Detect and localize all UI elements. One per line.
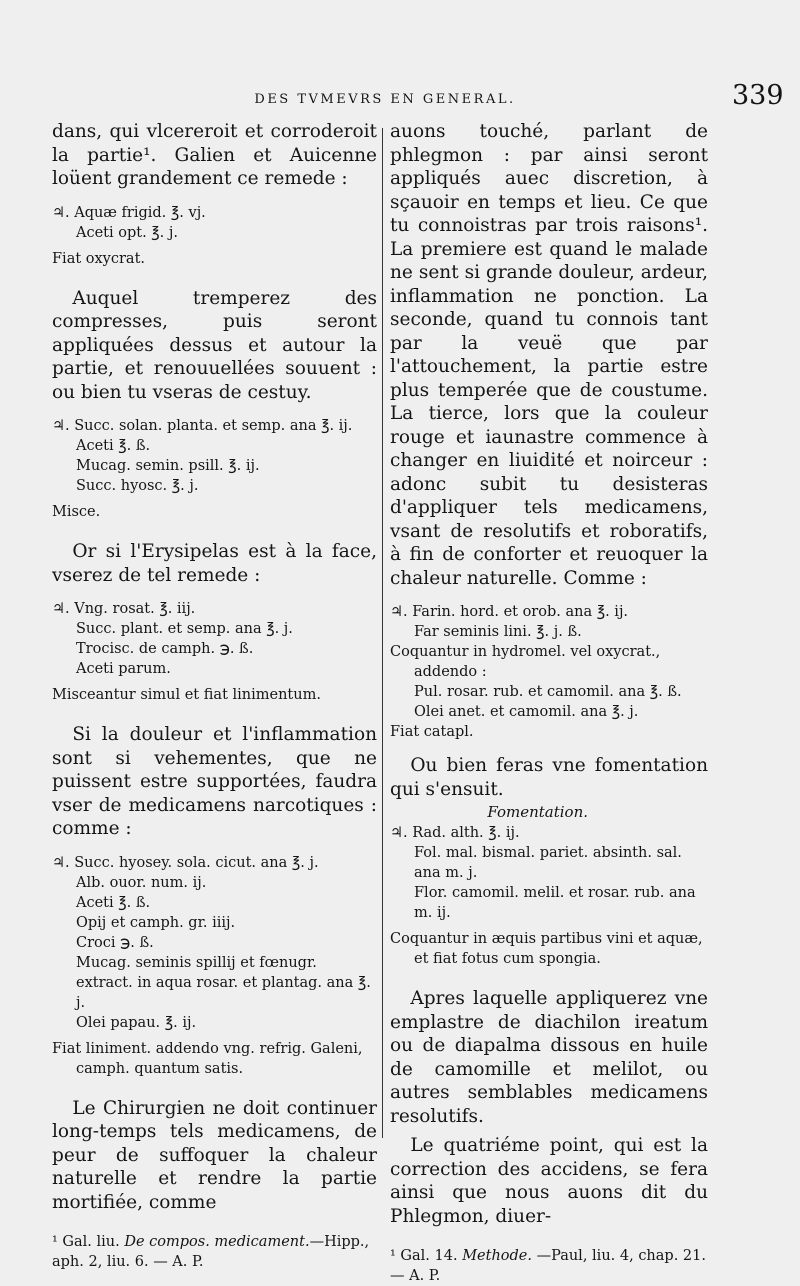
running-title: DES TVMEVRS EN GENERAL. [254, 92, 516, 107]
recipe-end: Misce. [52, 504, 101, 520]
paragraph: dans, qui vlcereroit et corroderoit la partie¹. Galien et Auicenne loüent grandement ce remede : [52, 121, 377, 189]
footnote-text: ¹ Gal. 14. [390, 1248, 463, 1264]
recipe [52, 203, 377, 269]
recipe-line: Olei papau. ℥. ij. [76, 1014, 197, 1031]
paragraph: Le quatriéme point, qui est la correction des accidens, se fera ainsi que nous auons dit du Phlegmon, diuer- [390, 1135, 708, 1227]
footnote-title: De compos. medicament. [124, 1234, 310, 1250]
recipe-end: Fiat oxycrat. [52, 250, 146, 267]
recipe-end: Fiat liniment. addendo vng. refrig. Galeni, camph. quantum satis. [52, 1040, 363, 1077]
recipe-end: Fiat catapl. [390, 724, 474, 740]
paragraph: Ou bien feras vne fomentation qui s'ensuit. [390, 755, 708, 800]
recipe-line: ♃. Rad. alth. ℥. ij. [390, 825, 520, 841]
recipe-line: Aceti ℥. ß. [76, 894, 151, 911]
column-divider [382, 128, 383, 1138]
paragraph: Or si l'Erysipelas est à la face, vserez de tel remede : [52, 541, 377, 586]
recipe-line: Trocisc. de camph. ℈. ß. [76, 641, 254, 657]
recipe-line: Far seminis lini. ℥. j. ß. [414, 624, 582, 640]
recipe-line: ♃. Succ. solan. planta. et semp. ana ℥. ij. [52, 418, 353, 434]
recipe-line: Aceti ℥. ß. [76, 438, 151, 454]
paragraph: Auquel tremperez des compresses, puis seront appliquées dessus et autour la partie, et renouuellées souuent : ou bien tu vseras de cestuy. [52, 287, 377, 403]
footnote [390, 1246, 708, 1286]
recipe-line: Coquantur in hydromel. vel oxycrat., addendo : [390, 644, 661, 680]
paragraph: Apres laquelle appliquerez vne emplastre de diachilon ireatum ou de diapalma dissous en huile de camomille et melilot, ou autres semblables medicamens resolutifs. [390, 988, 708, 1127]
recipe-line: Mucag. seminis spillij et fœnugr. extract. in aqua rosar. et plantag. ana ℥. j. [76, 954, 371, 1011]
recipe-line: ♃. Aquæ frigid. ℥. vj. [52, 204, 206, 221]
recipe-line: Aceti parum. [76, 661, 171, 677]
recipe-line: Alb. ouor. num. ij. [76, 874, 207, 891]
recipe [390, 602, 708, 742]
recipe-line: Pul. rosar. rub. et camomil. ana ℥. ß. [414, 684, 682, 700]
recipe-line: Flor. camomil. melil. et rosar. rub. ana m. ij. [414, 885, 696, 921]
footnote-text: —Hipp., aph. 2, liu. 6. — A. P. [52, 1234, 370, 1270]
recipe [390, 823, 708, 969]
recipe-line: Succ. plant. et semp. ana ℥. j. [76, 621, 293, 637]
recipe [52, 853, 377, 1079]
paragraph: Le Chirurgien ne doit continuer long-temps tels medicamens, de peur de suffoquer la chaleur naturelle et rendre la partie mortifiée, comme [52, 1097, 377, 1213]
recipe-line: ♃. Succ. hyosey. sola. cicut. ana ℥. j. [52, 854, 319, 871]
recipe-line: Succ. hyosc. ℥. j. [76, 478, 199, 494]
recipe-end: Misceantur simul et fiat linimentum. [52, 687, 321, 703]
recipe-line: ♃. Farin. hord. et orob. ana ℥. ij. [390, 604, 629, 620]
recipe-line: Mucag. semin. psill. ℥. ij. [76, 458, 260, 474]
right-column [390, 120, 708, 1286]
page-number: 339 [732, 80, 784, 111]
footnote-text: ¹ Gal. liu. [52, 1234, 125, 1250]
fomentation-heading: Fomentation. [487, 803, 588, 821]
recipe [52, 416, 377, 522]
recipe [52, 599, 377, 705]
recipe-line: Olei anet. et camomil. ana ℥. j. [414, 704, 639, 720]
recipe-line: Aceti opt. ℥. j. [76, 224, 179, 241]
footnote-title: Methode. [462, 1248, 532, 1264]
recipe-line: Opij et camph. gr. iiij. [76, 914, 236, 931]
paragraph: auons touché, parlant de phlegmon : par ainsi seront appliqués auec discretion, à sçauoir en temps et lieu. Ce que tu connoistras par trois raisons¹. La premiere est quand le malade ne sent si grande douleur, ardeur, inflammation ne ponction. La seconde, quand tu connois tant par la veuë que par l'attouchement, la partie estre plus temperée que de coustume. La tierce, lors que la couleur rouge et iaunastre commence à changer en liuidité et noirceur : adonc subit tu desisteras d'appliquer tels medicamens, vsant de resolutifs et roboratifs, à fin de conforter et reuoquer la chaleur naturelle. Comme : [390, 121, 708, 589]
recipe-line: Croci ℈. ß. [76, 934, 154, 951]
paragraph: Si la douleur et l'inflammation sont si vehementes, que ne puissent estre supportées, faudra vser de medicamens narcotiques : comme : [52, 724, 377, 839]
footnote [52, 1232, 377, 1272]
recipe-line: Fol. mal. bismal. pariet. absinth. sal. ana m. j. [414, 845, 682, 881]
footnote-text: —Paul, liu. 4, chap. 21. — A. P. [390, 1248, 706, 1284]
left-column [52, 120, 377, 1272]
recipe-end: Coquantur in æquis partibus vini et aquæ, et fiat fotus cum spongia. [390, 931, 703, 967]
recipe-line: ♃. Vng. rosat. ℥. iij. [52, 601, 196, 617]
